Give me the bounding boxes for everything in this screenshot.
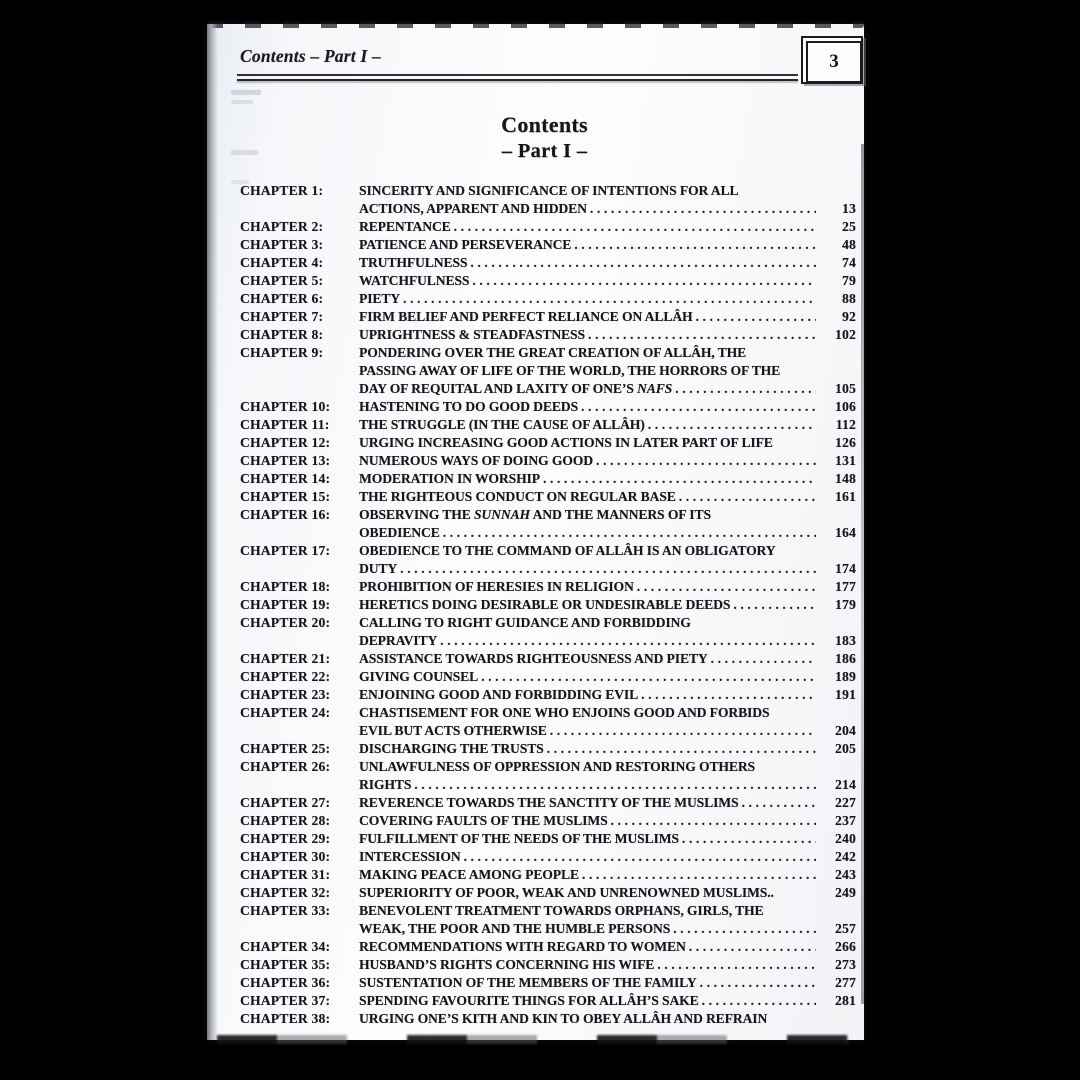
toc-row xyxy=(240,596,856,614)
chapter-title: MAKING PEACE AMONG PEOPLE xyxy=(359,867,579,882)
page-ref: 242 xyxy=(835,849,856,864)
dot-leader xyxy=(403,290,816,308)
chapter-label: CHAPTER 19: xyxy=(240,597,331,612)
toc-row xyxy=(240,560,856,578)
page-ref: 257 xyxy=(835,921,856,936)
chapter-title: ACTIONS, APPARENT AND HIDDEN xyxy=(359,201,587,216)
toc-row xyxy=(240,218,856,236)
chapter-title: DUTY xyxy=(359,561,398,576)
page-ref: 112 xyxy=(835,417,856,432)
chapter-label: CHAPTER 1: xyxy=(240,183,324,198)
chapter-title: SUPERIORITY OF POOR, WEAK AND UNRENOWNED MUSLIMS.. xyxy=(359,885,774,900)
toc-row xyxy=(240,920,856,938)
page-ref: 227 xyxy=(835,795,856,810)
toc-row xyxy=(240,938,856,956)
page-ref: 249 xyxy=(835,885,856,900)
toc-row xyxy=(240,542,856,560)
chapter-title: HERETICS DOING DESIRABLE OR UNDESIRABLE DEEDS xyxy=(359,597,731,612)
chapter-title: CALLING TO RIGHT GUIDANCE AND FORBIDDING xyxy=(359,615,691,630)
chapter-label: CHAPTER 26: xyxy=(240,759,331,774)
page-ref: 131 xyxy=(835,453,856,468)
chapter-title: FIRM BELIEF AND PERFECT RELIANCE ON ALLÂH xyxy=(359,309,693,324)
dot-leader xyxy=(689,938,816,956)
dot-leader xyxy=(414,776,816,794)
toc-row xyxy=(240,254,856,272)
dot-leader xyxy=(673,920,816,938)
dot-leader xyxy=(400,560,816,578)
dot-leader xyxy=(581,398,816,416)
chapter-title: REVERENCE TOWARDS THE SANCTITY OF THE MUSLIMS xyxy=(359,795,739,810)
chapter-label: CHAPTER 20: xyxy=(240,615,331,630)
dot-leader xyxy=(464,848,816,866)
dot-leader xyxy=(550,722,816,740)
toc-row xyxy=(240,182,856,200)
page-ref: 92 xyxy=(842,309,856,324)
chapter-title: SUSTENTATION OF THE MEMBERS OF THE FAMILY xyxy=(359,975,697,990)
dot-leader xyxy=(588,326,816,344)
chapter-title: UNLAWFULNESS OF OPPRESSION AND RESTORING OTHERS xyxy=(359,759,756,774)
page-ref: 106 xyxy=(835,399,856,414)
page-ref: 183 xyxy=(835,633,856,648)
toc-row xyxy=(240,740,856,758)
toc-row xyxy=(240,812,856,830)
page-ref: 214 xyxy=(835,777,856,792)
toc-row xyxy=(240,488,856,506)
page-number: 3 xyxy=(806,41,862,83)
chapter-title: PROHIBITION OF HERESIES IN RELIGION xyxy=(359,579,634,594)
toc-row xyxy=(240,848,856,866)
dot-leader xyxy=(679,488,816,506)
dot-leader xyxy=(733,596,816,614)
chapter-title: DISCHARGING THE TRUSTS xyxy=(359,741,544,756)
toc-row xyxy=(240,326,856,344)
dot-leader xyxy=(472,272,816,290)
chapter-label: CHAPTER 27: xyxy=(240,795,331,810)
scan-artifact xyxy=(231,90,261,95)
chapter-title: PATIENCE AND PERSEVERANCE xyxy=(359,237,572,252)
toc-row xyxy=(240,1010,856,1028)
dot-leader xyxy=(648,416,816,434)
page-ref: 204 xyxy=(835,723,856,738)
chapter-label: CHAPTER 16: xyxy=(240,507,331,522)
chapter-label: CHAPTER 10: xyxy=(240,399,331,414)
chapter-title: FULFILLMENT OF THE NEEDS OF THE MUSLIMS xyxy=(359,831,679,846)
chapter-title: URGING ONE’S KITH AND KIN TO OBEY ALLÂH AND REFRAIN xyxy=(359,1011,768,1026)
page-number-box xyxy=(801,36,863,84)
chapter-title: THE RIGHTEOUS CONDUCT ON REGULAR BASE xyxy=(359,489,676,504)
chapter-title: RIGHTS xyxy=(359,777,412,792)
page-ref: 164 xyxy=(835,525,856,540)
toc-row xyxy=(240,794,856,812)
chapter-label: CHAPTER 30: xyxy=(240,849,331,864)
toc-row xyxy=(240,344,856,362)
page-ref: 273 xyxy=(835,957,856,972)
chapter-label: CHAPTER 33: xyxy=(240,903,331,918)
chapter-title: SPENDING FAVOURITE THINGS FOR ALLÂH’S SAKE xyxy=(359,993,699,1008)
page-ref: 174 xyxy=(835,561,856,576)
page-ref: 48 xyxy=(842,237,856,252)
toc-row xyxy=(240,452,856,470)
chapter-label: CHAPTER 32: xyxy=(240,885,331,900)
page-ref: 13 xyxy=(842,201,856,216)
chapter-title: URGING INCREASING GOOD ACTIONS IN LATER PART OF LIFE xyxy=(359,435,773,450)
page-ref: 237 xyxy=(835,813,856,828)
toc-row xyxy=(240,308,856,326)
chapter-label: CHAPTER 23: xyxy=(240,687,331,702)
chapter-label: CHAPTER 25: xyxy=(240,741,331,756)
chapter-label: CHAPTER 35: xyxy=(240,957,331,972)
toc-row xyxy=(240,272,856,290)
chapter-title: WATCHFULNESS xyxy=(359,273,470,288)
page-ref: 25 xyxy=(842,219,856,234)
chapter-label: CHAPTER 18: xyxy=(240,579,331,594)
page-ref: 79 xyxy=(842,273,856,288)
toc-row xyxy=(240,614,856,632)
dot-leader xyxy=(547,740,816,758)
page-ref: 186 xyxy=(835,651,856,666)
page-ref: 243 xyxy=(835,867,856,882)
chapter-label: CHAPTER 36: xyxy=(240,975,331,990)
toc-row xyxy=(240,200,856,218)
page-ref: 102 xyxy=(835,327,856,342)
toc-row xyxy=(240,416,856,434)
toc-row xyxy=(240,398,856,416)
dot-leader xyxy=(590,200,816,218)
toc-row xyxy=(240,668,856,686)
chapter-title: BENEVOLENT TREATMENT TOWARDS ORPHANS, GIRLS, THE xyxy=(359,903,764,918)
chapter-label: CHAPTER 4: xyxy=(240,255,324,270)
dot-leader xyxy=(641,686,816,704)
dot-leader xyxy=(440,632,816,650)
chapter-title: GIVING COUNSEL xyxy=(359,669,479,684)
scan-artifact xyxy=(231,100,253,104)
contents-subtitle: – Part I – xyxy=(501,140,588,162)
chapter-title: EVIL BUT ACTS OTHERWISE xyxy=(359,723,547,738)
dot-leader xyxy=(657,956,816,974)
page-ref: 281 xyxy=(835,993,856,1008)
contents-title: Contents xyxy=(501,112,588,137)
dot-leader xyxy=(742,794,817,812)
chapter-title: OBEDIENCE xyxy=(359,525,440,540)
chapter-title: HASTENING TO DO GOOD DEEDS xyxy=(359,399,578,414)
page-ref: 191 xyxy=(835,687,856,702)
toc-row xyxy=(240,884,856,902)
chapter-label: CHAPTER 17: xyxy=(240,543,331,558)
dot-leader xyxy=(481,668,816,686)
toc-row xyxy=(240,902,856,920)
toc-row xyxy=(240,470,856,488)
chapter-title: CHASTISEMENT FOR ONE WHO ENJOINS GOOD AND FORBIDS xyxy=(359,705,770,720)
dot-leader xyxy=(611,812,816,830)
chapter-title: UPRIGHTNESS & STEADFASTNESS xyxy=(359,327,585,342)
toc-row xyxy=(240,992,856,1010)
chapter-label: CHAPTER 13: xyxy=(240,453,331,468)
toc-row xyxy=(240,650,856,668)
dot-leader xyxy=(596,452,816,470)
toc-row xyxy=(240,236,856,254)
dot-leader xyxy=(443,524,816,542)
toc-row xyxy=(240,578,856,596)
chapter-label: CHAPTER 12: xyxy=(240,435,331,450)
chapter-label: CHAPTER 5: xyxy=(240,273,324,288)
chapter-label: CHAPTER 15: xyxy=(240,489,331,504)
chapter-title: THE STRUGGLE (IN THE CAUSE OF ALLÂH) xyxy=(359,417,645,432)
chapter-title: DEPRAVITY xyxy=(359,633,438,648)
dot-leader xyxy=(582,866,816,884)
toc-row xyxy=(240,506,856,524)
chapter-label: CHAPTER 38: xyxy=(240,1011,331,1026)
toc-row xyxy=(240,632,856,650)
toc-row xyxy=(240,434,856,452)
chapter-title: SINCERITY AND SIGNIFICANCE OF INTENTIONS FOR ALL xyxy=(359,183,739,198)
toc-row xyxy=(240,290,856,308)
chapter-title: REPENTANCE xyxy=(359,219,451,234)
page-ref: 177 xyxy=(835,579,856,594)
chapter-label: CHAPTER 31: xyxy=(240,867,331,882)
chapter-title: MODERATION IN WORSHIP xyxy=(359,471,540,486)
page-ref: 179 xyxy=(835,597,856,612)
chapter-label: CHAPTER 14: xyxy=(240,471,331,486)
dot-leader xyxy=(711,650,816,668)
chapter-label: CHAPTER 9: xyxy=(240,345,324,360)
running-header: Contents – Part I – xyxy=(240,46,381,66)
toc-row xyxy=(240,758,856,776)
page-ref: 74 xyxy=(842,255,856,270)
scan-bottom-edge xyxy=(217,1035,848,1044)
page-ref: 266 xyxy=(835,939,856,954)
dot-leader xyxy=(702,992,816,1010)
dot-leader xyxy=(454,218,816,236)
page-ref: 205 xyxy=(835,741,856,756)
toc-row xyxy=(240,956,856,974)
chapter-title: OBEDIENCE TO THE COMMAND OF ALLÂH IS AN OBLIGATORY xyxy=(359,543,776,558)
page-ref: 88 xyxy=(842,291,856,306)
toc-row xyxy=(240,380,856,398)
chapter-label: CHAPTER 6: xyxy=(240,291,324,306)
chapter-label: CHAPTER 8: xyxy=(240,327,324,342)
chapter-label: CHAPTER 21: xyxy=(240,651,331,666)
chapter-label: CHAPTER 34: xyxy=(240,939,331,954)
dot-leader xyxy=(682,830,816,848)
chapter-title: DAY OF REQUITAL AND LAXITY OF ONE’S NAFS xyxy=(359,381,673,396)
toc-row xyxy=(240,524,856,542)
scan-top-edge xyxy=(207,21,864,28)
page-ref: 277 xyxy=(835,975,856,990)
chapter-title: NUMEROUS WAYS OF DOING GOOD xyxy=(359,453,593,468)
page-ref: 240 xyxy=(835,831,856,846)
chapter-title: WEAK, THE POOR AND THE HUMBLE PERSONS xyxy=(359,921,671,936)
chapter-label: CHAPTER 11: xyxy=(240,417,330,432)
toc-row xyxy=(240,686,856,704)
dot-leader xyxy=(637,578,816,596)
chapter-label: CHAPTER 3: xyxy=(240,237,324,252)
toc-row xyxy=(240,722,856,740)
toc-row xyxy=(240,866,856,884)
table-of-contents xyxy=(207,182,864,1028)
chapter-label: CHAPTER 2: xyxy=(240,219,324,234)
chapter-label: CHAPTER 22: xyxy=(240,669,331,684)
book-page xyxy=(207,24,864,1040)
chapter-label: CHAPTER 29: xyxy=(240,831,331,846)
page-ref: 161 xyxy=(835,489,856,504)
toc-row xyxy=(240,974,856,992)
chapter-title: HUSBAND’S RIGHTS CONCERNING HIS WIFE xyxy=(359,957,655,972)
dot-leader xyxy=(470,254,816,272)
chapter-label: CHAPTER 24: xyxy=(240,705,331,720)
toc-row xyxy=(240,704,856,722)
chapter-title: ENJOINING GOOD AND FORBIDDING EVIL xyxy=(359,687,639,702)
chapter-label: CHAPTER 28: xyxy=(240,813,331,828)
chapter-title: RECOMMENDATIONS WITH REGARD TO WOMEN xyxy=(359,939,686,954)
dot-leader xyxy=(543,470,816,488)
chapter-title: PONDERING OVER THE GREAT CREATION OF ALLÂH, THE xyxy=(359,345,747,360)
header-rule xyxy=(237,74,798,81)
dot-leader xyxy=(696,308,816,326)
chapter-title: TRUTHFULNESS xyxy=(359,255,468,270)
toc-row xyxy=(240,362,856,380)
page-ref: 189 xyxy=(835,669,856,684)
chapter-label: CHAPTER 37: xyxy=(240,993,331,1008)
dot-leader xyxy=(675,380,816,398)
chapter-title: OBSERVING THE SUNNAH AND THE MANNERS OF ITS xyxy=(359,507,711,522)
page-ref: 148 xyxy=(835,471,856,486)
dot-leader xyxy=(574,236,816,254)
chapter-title: INTERCESSION xyxy=(359,849,461,864)
page-ref: 105 xyxy=(835,381,856,396)
toc-row xyxy=(240,776,856,794)
toc-row xyxy=(240,830,856,848)
chapter-title: COVERING FAULTS OF THE MUSLIMS xyxy=(359,813,608,828)
page-ref: 126 xyxy=(835,435,856,450)
chapter-title: PIETY xyxy=(359,291,401,306)
chapter-title: ASSISTANCE TOWARDS RIGHTEOUSNESS AND PIETY xyxy=(359,651,708,666)
dot-leader xyxy=(700,974,816,992)
chapter-title: PASSING AWAY OF LIFE OF THE WORLD, THE HORRORS OF THE xyxy=(359,363,781,378)
chapter-label: CHAPTER 7: xyxy=(240,309,324,324)
